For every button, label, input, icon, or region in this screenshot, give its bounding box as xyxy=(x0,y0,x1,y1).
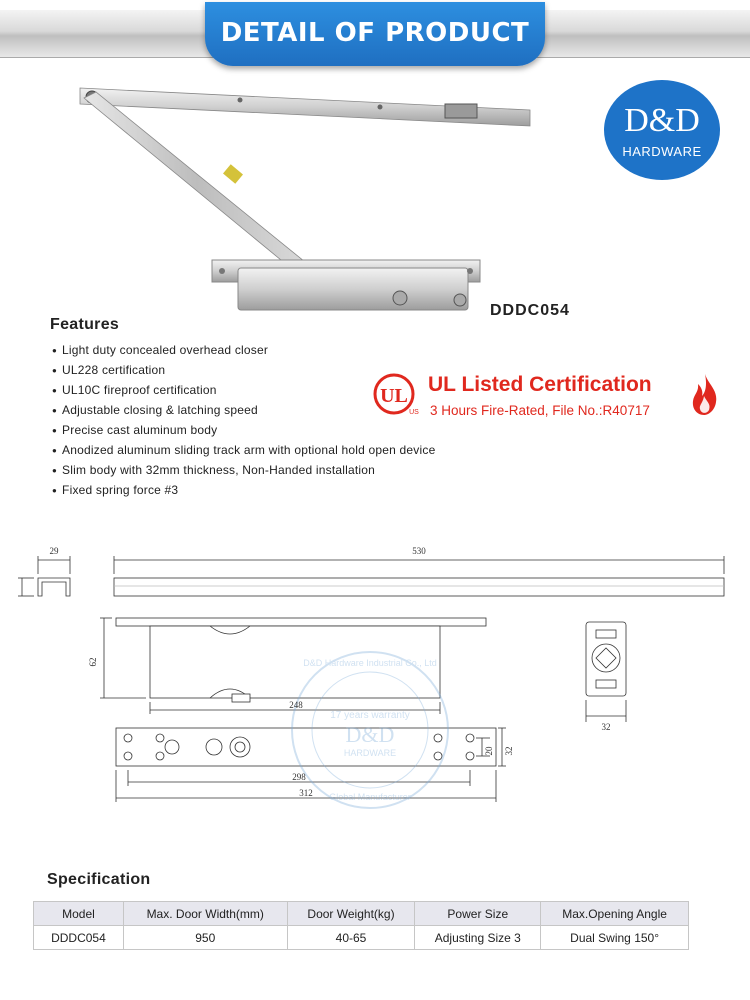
product-photo xyxy=(60,70,560,320)
closer-body xyxy=(238,268,468,310)
mount-hole xyxy=(467,268,473,274)
dim-mount-outer: 32 xyxy=(504,746,514,756)
arm-label xyxy=(223,164,243,183)
track-side-view xyxy=(114,578,724,596)
features-list xyxy=(52,340,435,500)
feature-item: ● Adjustable closing & latching speed xyxy=(52,400,435,420)
table-cell: 950 xyxy=(123,926,287,950)
feature-item: ● UL10C fireproof certification xyxy=(52,380,435,400)
watermark-bottom-text: Global Manufacturer xyxy=(329,792,411,802)
dim-track-length: 530 xyxy=(412,546,426,556)
track-profile xyxy=(38,578,70,596)
dim-hole-spacing: 298 xyxy=(292,772,306,782)
table-cell: DDDC054 xyxy=(34,926,124,950)
table-header-row xyxy=(34,902,689,926)
feature-item: ● Light duty concealed overhead closer xyxy=(52,340,435,360)
page-title: DETAIL OF PRODUCT xyxy=(220,18,530,48)
technical-drawing xyxy=(0,530,750,820)
dim-base-length: 312 xyxy=(299,788,313,798)
features-title: Features xyxy=(50,316,120,333)
column-header: Door Weight(kg) xyxy=(287,902,415,926)
watermark-warranty: 17 years warranty xyxy=(330,710,410,721)
dim-body-depth: 32 xyxy=(601,722,611,732)
feature-item: ● Fixed spring force #3 xyxy=(52,480,435,500)
table-row xyxy=(34,926,689,950)
ul-listed-logo xyxy=(372,372,420,416)
certification-title: UL Listed Certification xyxy=(428,373,652,396)
feature-item: ● UL228 certification xyxy=(52,360,435,380)
watermark-mark: D&D xyxy=(345,722,395,747)
product-model-label: DDDC054 xyxy=(490,302,570,319)
dim-track-width: 29 xyxy=(49,546,59,556)
column-header: Model xyxy=(34,902,124,926)
logo-subtitle: HARDWARE xyxy=(622,144,702,159)
closer-arm xyxy=(84,92,310,274)
table-cell: 40-65 xyxy=(287,926,415,950)
adjust-valve xyxy=(454,294,466,306)
feature-item: ● Slim body with 32mm thickness, Non-Handed installation xyxy=(52,460,435,480)
track-hole xyxy=(378,105,383,110)
watermark-sub: HARDWARE xyxy=(343,748,397,758)
body-side-mount-plate xyxy=(116,618,486,626)
brand-logo xyxy=(604,80,720,180)
specification-title: Specification xyxy=(47,871,151,888)
specification-table xyxy=(33,901,689,950)
table-cell: Dual Swing 150° xyxy=(541,926,689,950)
logo-mark: D&D xyxy=(624,102,700,139)
certification-subtitle: 3 Hours Fire-Rated, File No.:R40717 xyxy=(430,403,650,418)
ul-mark: UL xyxy=(380,385,408,407)
watermark-top-text: D&D Hardware Industrial Co., Ltd xyxy=(303,658,437,668)
column-header: Max. Door Width(mm) xyxy=(123,902,287,926)
body-bottom-view xyxy=(116,728,496,766)
feature-item: ● Anodized aluminum sliding track arm with optional hold open device xyxy=(52,440,435,460)
column-header: Max.Opening Angle xyxy=(541,902,689,926)
feature-item: ● Precise cast aluminum body xyxy=(52,420,435,440)
hold-open-block xyxy=(445,104,477,118)
dim-mount-inner: 20 xyxy=(484,746,494,756)
adjust-valve xyxy=(393,291,407,305)
dim-arm-length: 248 xyxy=(289,700,303,710)
fire-icon xyxy=(690,372,720,416)
ul-us-mark: US xyxy=(409,409,419,416)
column-header: Power Size xyxy=(415,902,541,926)
table-cell: Adjusting Size 3 xyxy=(415,926,541,950)
mount-hole xyxy=(219,268,225,274)
dim-body-height: 62 xyxy=(88,657,98,667)
header-banner xyxy=(205,2,545,66)
track-hole xyxy=(238,98,243,103)
